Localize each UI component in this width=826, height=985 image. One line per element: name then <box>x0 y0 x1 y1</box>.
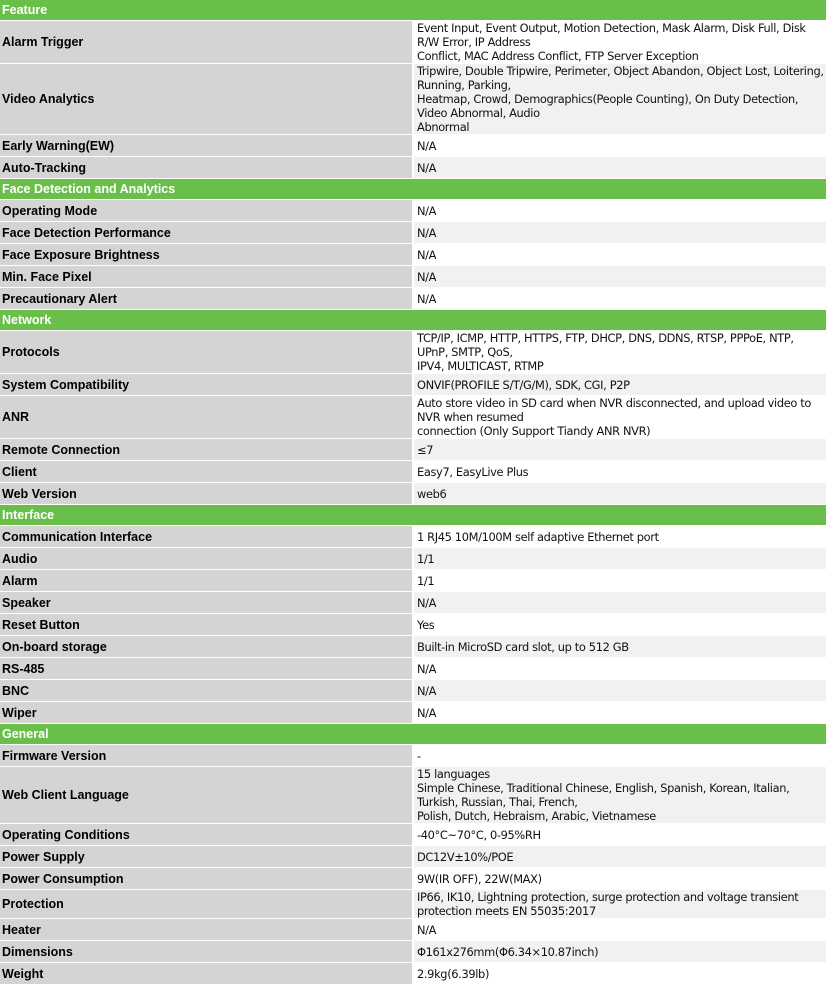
spec-label: Remote Connection <box>0 439 413 461</box>
spec-value: - <box>413 745 826 767</box>
spec-value: 15 languages Simple Chinese, Traditional Chinese, English, Spanish, Korean, Italian, Turkish, Russian, Thai, French, Polish, Dutch, Hebraism, Arabic, Vietnamese <box>413 767 826 824</box>
spec-label: Min. Face Pixel <box>0 266 413 288</box>
spec-row <box>0 680 826 702</box>
spec-value: N/A <box>413 244 826 266</box>
spec-row <box>0 614 826 636</box>
spec-label: Protection <box>0 890 413 919</box>
spec-value: N/A <box>413 702 826 724</box>
spec-value: -40°C~70°C, 0-95%RH <box>413 824 826 846</box>
spec-row <box>0 266 826 288</box>
spec-value: 1 RJ45 10M/100M self adaptive Ethernet port <box>413 526 826 548</box>
section-header <box>0 505 826 526</box>
spec-row <box>0 461 826 483</box>
spec-label: On-board storage <box>0 636 413 658</box>
section-title: Face Detection and Analytics <box>0 179 826 200</box>
spec-value: Built-in MicroSD card slot, up to 512 GB <box>413 636 826 658</box>
spec-row <box>0 526 826 548</box>
spec-row <box>0 21 826 64</box>
spec-value: Event Input, Event Output, Motion Detection, Mask Alarm, Disk Full, Disk R/W Error, IP Address Conflict, MAC Address Conflict, FTP Server Exception <box>413 21 826 64</box>
spec-label: Early Warning(EW) <box>0 135 413 157</box>
spec-value: N/A <box>413 222 826 244</box>
spec-row <box>0 200 826 222</box>
spec-row <box>0 592 826 614</box>
spec-value: N/A <box>413 919 826 941</box>
spec-value: 2.9kg(6.39lb) <box>413 963 826 985</box>
spec-label: Face Exposure Brightness <box>0 244 413 266</box>
spec-row <box>0 288 826 310</box>
spec-label: Alarm <box>0 570 413 592</box>
spec-row <box>0 244 826 266</box>
spec-value: 1/1 <box>413 548 826 570</box>
spec-label: BNC <box>0 680 413 702</box>
section-header <box>0 724 826 745</box>
spec-label: Communication Interface <box>0 526 413 548</box>
section-header <box>0 310 826 331</box>
section-header <box>0 179 826 200</box>
spec-label: System Compatibility <box>0 374 413 396</box>
spec-label: Protocols <box>0 331 413 374</box>
spec-value: N/A <box>413 592 826 614</box>
spec-row <box>0 374 826 396</box>
spec-row <box>0 157 826 179</box>
spec-value: N/A <box>413 157 826 179</box>
spec-label: Operating Conditions <box>0 824 413 846</box>
spec-label: Speaker <box>0 592 413 614</box>
spec-label: RS-485 <box>0 658 413 680</box>
spec-row <box>0 919 826 941</box>
spec-label: Dimensions <box>0 941 413 963</box>
spec-value: N/A <box>413 135 826 157</box>
spec-value: N/A <box>413 680 826 702</box>
spec-row <box>0 331 826 374</box>
spec-row <box>0 846 826 868</box>
spec-row <box>0 702 826 724</box>
spec-label: Web Client Language <box>0 767 413 824</box>
spec-row <box>0 963 826 985</box>
spec-value: DC12V±10%/POE <box>413 846 826 868</box>
spec-label: Weight <box>0 963 413 985</box>
spec-value: Φ161x276mm(Φ6.34×10.87inch) <box>413 941 826 963</box>
spec-row <box>0 636 826 658</box>
spec-label: Precautionary Alert <box>0 288 413 310</box>
spec-value: TCP/IP, ICMP, HTTP, HTTPS, FTP, DHCP, DNS, DDNS, RTSP, PPPoE, NTP, UPnP, SMTP, QoS, IPV4, MULTICAST, RTMP <box>413 331 826 374</box>
spec-label: ANR <box>0 396 413 439</box>
section-title: Interface <box>0 505 826 526</box>
spec-value: ≤7 <box>413 439 826 461</box>
spec-label: Wiper <box>0 702 413 724</box>
section-header <box>0 0 826 21</box>
spec-label: Client <box>0 461 413 483</box>
spec-row <box>0 439 826 461</box>
section-title: Network <box>0 310 826 331</box>
spec-value: IP66, IK10, Lightning protection, surge protection and voltage transient protection meets EN 55035:2017 <box>413 890 826 919</box>
spec-label: Power Supply <box>0 846 413 868</box>
spec-value: Auto store video in SD card when NVR disconnected, and upload video to NVR when resumed connection (Only Support Tiandy ANR NVR) <box>413 396 826 439</box>
spec-label: Power Consumption <box>0 868 413 890</box>
spec-row <box>0 548 826 570</box>
spec-row <box>0 745 826 767</box>
spec-label: Heater <box>0 919 413 941</box>
spec-label: Video Analytics <box>0 64 413 135</box>
spec-value: N/A <box>413 288 826 310</box>
spec-row <box>0 570 826 592</box>
spec-row <box>0 135 826 157</box>
spec-row <box>0 890 826 919</box>
spec-label: Audio <box>0 548 413 570</box>
spec-label: Face Detection Performance <box>0 222 413 244</box>
spec-row <box>0 483 826 505</box>
spec-row <box>0 658 826 680</box>
spec-value: web6 <box>413 483 826 505</box>
spec-row <box>0 767 826 824</box>
section-title: Feature <box>0 0 826 21</box>
spec-label: Web Version <box>0 483 413 505</box>
spec-value: N/A <box>413 266 826 288</box>
spec-label: Firmware Version <box>0 745 413 767</box>
spec-value: Yes <box>413 614 826 636</box>
spec-label: Alarm Trigger <box>0 21 413 64</box>
spec-value: Tripwire, Double Tripwire, Perimeter, Object Abandon, Object Lost, Loitering, Running, Parking, Heatmap, Crowd, Demographics(People Counting), On Duty Detection, Video Abnormal, Audio Abnormal <box>413 64 826 135</box>
spec-value: ONVIF(PROFILE S/T/G/M), SDK, CGI, P2P <box>413 374 826 396</box>
spec-row <box>0 222 826 244</box>
section-title: General <box>0 724 826 745</box>
spec-value: Easy7, EasyLive Plus <box>413 461 826 483</box>
spec-label: Auto-Tracking <box>0 157 413 179</box>
spec-value: N/A <box>413 200 826 222</box>
spec-value: 1/1 <box>413 570 826 592</box>
spec-label: Operating Mode <box>0 200 413 222</box>
spec-row <box>0 868 826 890</box>
spec-value: N/A <box>413 658 826 680</box>
spec-row <box>0 396 826 439</box>
spec-label: Reset Button <box>0 614 413 636</box>
spec-row <box>0 824 826 846</box>
spec-row <box>0 941 826 963</box>
spec-value: 9W(IR OFF), 22W(MAX) <box>413 868 826 890</box>
spec-row <box>0 64 826 135</box>
